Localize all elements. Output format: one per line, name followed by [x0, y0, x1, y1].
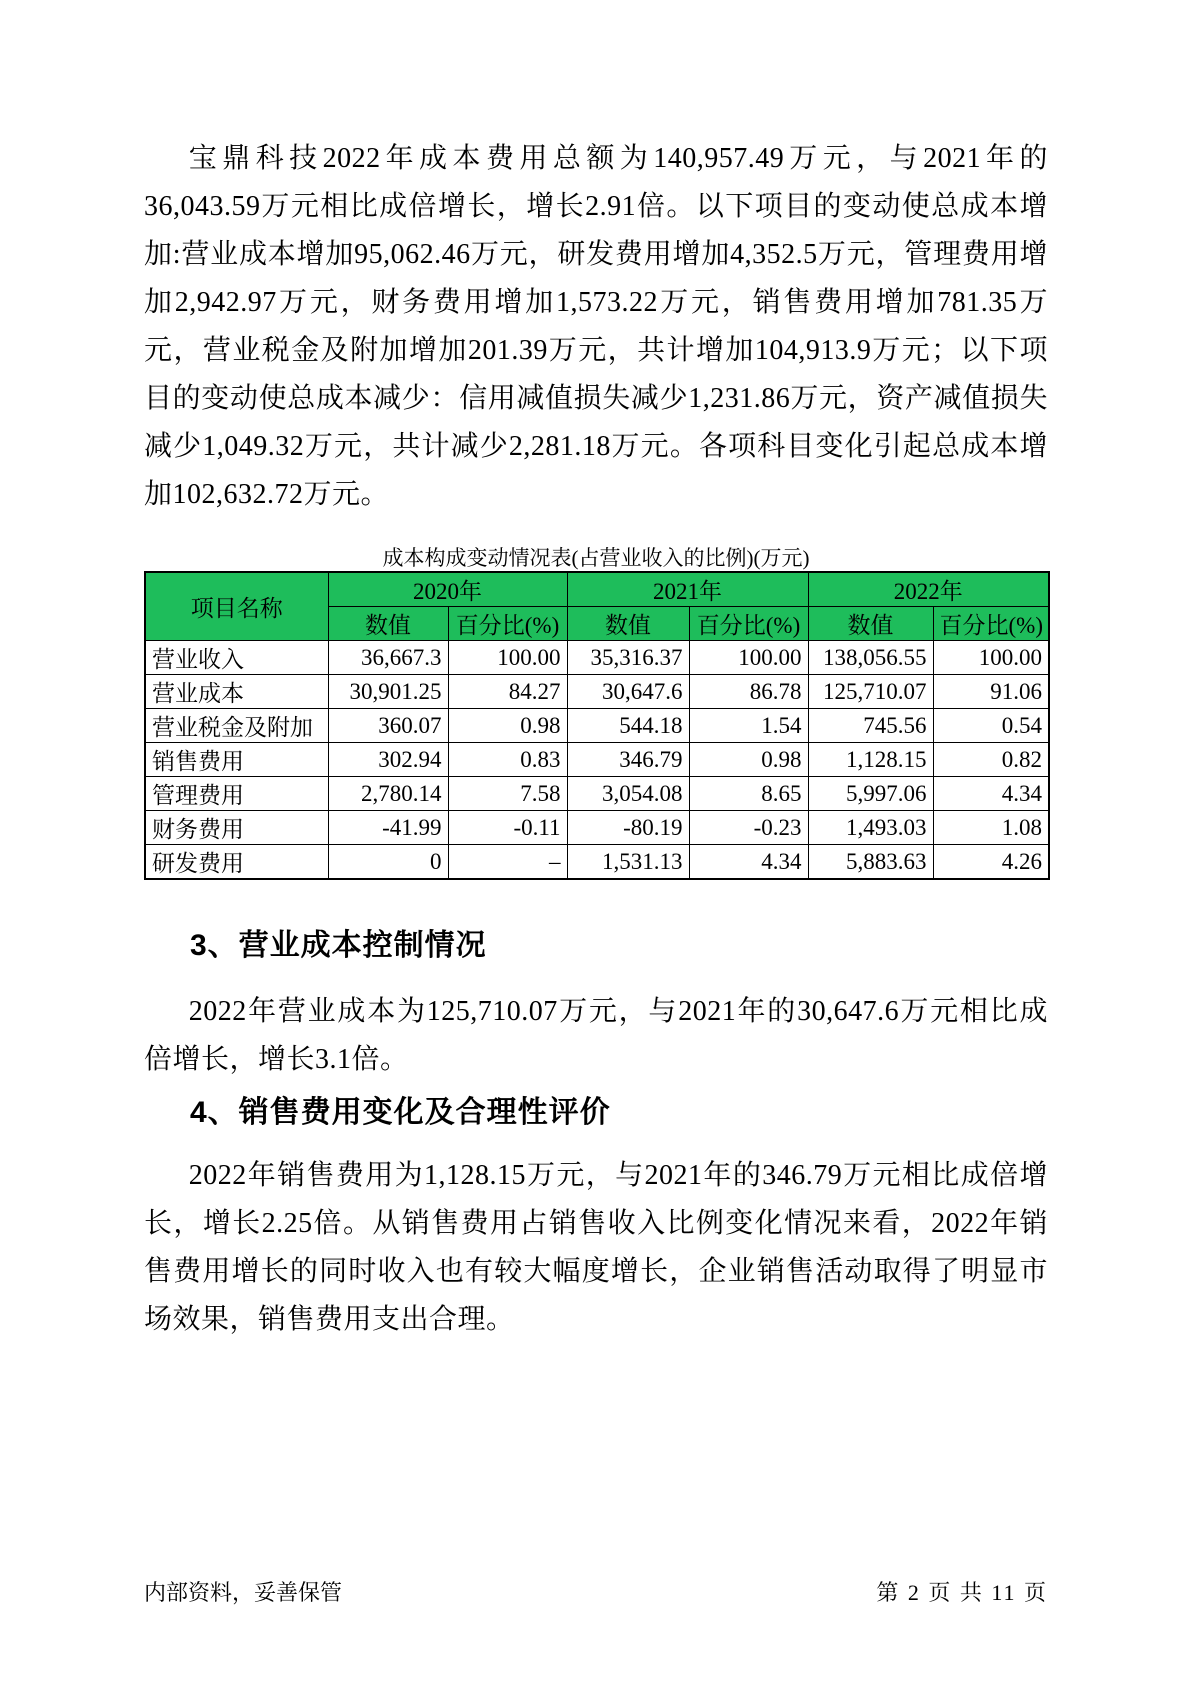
table-cell: 1,493.03 — [808, 811, 933, 845]
table-cell: 30,647.6 — [567, 675, 689, 709]
table-cell: 8.65 — [689, 777, 808, 811]
header-2022-percent: 百分比(%) — [933, 607, 1049, 641]
table-cell: 125,710.07 — [808, 675, 933, 709]
table-cell: 138,056.55 — [808, 641, 933, 675]
header-year-2022: 2022年 — [808, 572, 1049, 607]
table-cell: 5,883.63 — [808, 845, 933, 880]
section-heading-4: 4、销售费用变化及合理性评价 — [190, 1096, 611, 1129]
selling-expense-paragraph: 2022年销售费用为1,128.15万元，与2021年的346.79万元相比成倍增长，增长2.25倍。从销售费用占销售收入比例变化情况来看，2022年销售费用增长的同时收入也有较大幅度增长，企业销售活动取得了明显市场效果，销售费用支出合理。 — [144, 1160, 1048, 1335]
table-cell: -41.99 — [328, 811, 448, 845]
table-cell: 1.54 — [689, 709, 808, 743]
table-cell: 4.34 — [933, 777, 1049, 811]
footer-confidential-note: 内部资料，妥善保管 — [144, 1580, 343, 1605]
table-row — [145, 743, 1049, 777]
table-cell: 30,901.25 — [328, 675, 448, 709]
header-2021-percent: 百分比(%) — [689, 607, 808, 641]
header-year-2020: 2020年 — [328, 572, 567, 607]
table-cell: 346.79 — [567, 743, 689, 777]
table-cell: 0 — [328, 845, 448, 880]
table-cell: -80.19 — [567, 811, 689, 845]
table-cell: 0.98 — [448, 709, 567, 743]
table-row — [145, 845, 1049, 880]
table-cell: 0.54 — [933, 709, 1049, 743]
row-label: 研发费用 — [145, 845, 328, 880]
table-row — [145, 777, 1049, 811]
table-cell: 36,667.3 — [328, 641, 448, 675]
table-cell: 2,780.14 — [328, 777, 448, 811]
table-row — [145, 709, 1049, 743]
table-cell: -0.23 — [689, 811, 808, 845]
table-cell: 100.00 — [933, 641, 1049, 675]
row-label: 营业收入 — [145, 641, 328, 675]
section-heading-3: 3、营业成本控制情况 — [190, 929, 487, 962]
table-cell: 544.18 — [567, 709, 689, 743]
table-cell: – — [448, 845, 567, 880]
table-cell: 100.00 — [689, 641, 808, 675]
table-cell: 1,531.13 — [567, 845, 689, 880]
header-item-name: 项目名称 — [145, 572, 328, 641]
table-cell: 1,128.15 — [808, 743, 933, 777]
table-row — [145, 675, 1049, 709]
page-footer — [144, 1576, 1048, 1607]
page-content — [144, 0, 1048, 1344]
table-cell: 91.06 — [933, 675, 1049, 709]
cost-composition-table — [144, 571, 1050, 880]
footer-page-number: 第 2 页 共 11 页 — [876, 1580, 1048, 1605]
table-header-row-years — [145, 572, 1049, 607]
table-cell: 3,054.08 — [567, 777, 689, 811]
table-cell: 745.56 — [808, 709, 933, 743]
table-cell: 0.83 — [448, 743, 567, 777]
table-cell: 100.00 — [448, 641, 567, 675]
table-cell: 7.58 — [448, 777, 567, 811]
row-label: 营业成本 — [145, 675, 328, 709]
table-cell: 84.27 — [448, 675, 567, 709]
table-cell: 4.34 — [689, 845, 808, 880]
row-label: 管理费用 — [145, 777, 328, 811]
table-title: 成本构成变动情况表(占营业收入的比例)(万元) — [382, 546, 810, 570]
header-2021-value: 数值 — [567, 607, 689, 641]
table-cell: 1.08 — [933, 811, 1049, 845]
table-cell: 0.82 — [933, 743, 1049, 777]
table-cell: -0.11 — [448, 811, 567, 845]
row-label: 财务费用 — [145, 811, 328, 845]
table-cell: 5,997.06 — [808, 777, 933, 811]
header-2020-percent: 百分比(%) — [448, 607, 567, 641]
table-cell: 360.07 — [328, 709, 448, 743]
table-row — [145, 641, 1049, 675]
operating-cost-paragraph: 2022年营业成本为125,710.07万元，与2021年的30,647.6万元相比成倍增长，增长3.1倍。 — [144, 996, 1048, 1075]
table-cell: 302.94 — [328, 743, 448, 777]
header-2020-value: 数值 — [328, 607, 448, 641]
row-label: 营业税金及附加 — [145, 709, 328, 743]
table-cell: 0.98 — [689, 743, 808, 777]
header-2022-value: 数值 — [808, 607, 933, 641]
table-cell: 86.78 — [689, 675, 808, 709]
table-cell: 4.26 — [933, 845, 1049, 880]
header-year-2021: 2021年 — [567, 572, 808, 607]
row-label: 销售费用 — [145, 743, 328, 777]
cost-summary-paragraph: 宝鼎科技2022年成本费用总额为140,957.49万元，与2021年的36,043.59万元相比成倍增长，增长2.91倍。以下项目的变动使总成本增加:营业成本增加95,062.46万元，研发费用增加4,352.5万元，管理费用增加2,942.97万元，财务费用增加1,573.22万元，销售费用增加781.35万元，营业税金及附加增加201.39万元，共计增加104,913.9万元；以下项目的变动使总成本减少：信用减值损失减少1,231.86万元，资产减值损失减少1,049.32万元，共计减少2,281.18万元。各项科目变化引起总成本增加102,632.72万元。 — [144, 143, 1048, 510]
table-cell: 35,316.37 — [567, 641, 689, 675]
table-row — [145, 811, 1049, 845]
